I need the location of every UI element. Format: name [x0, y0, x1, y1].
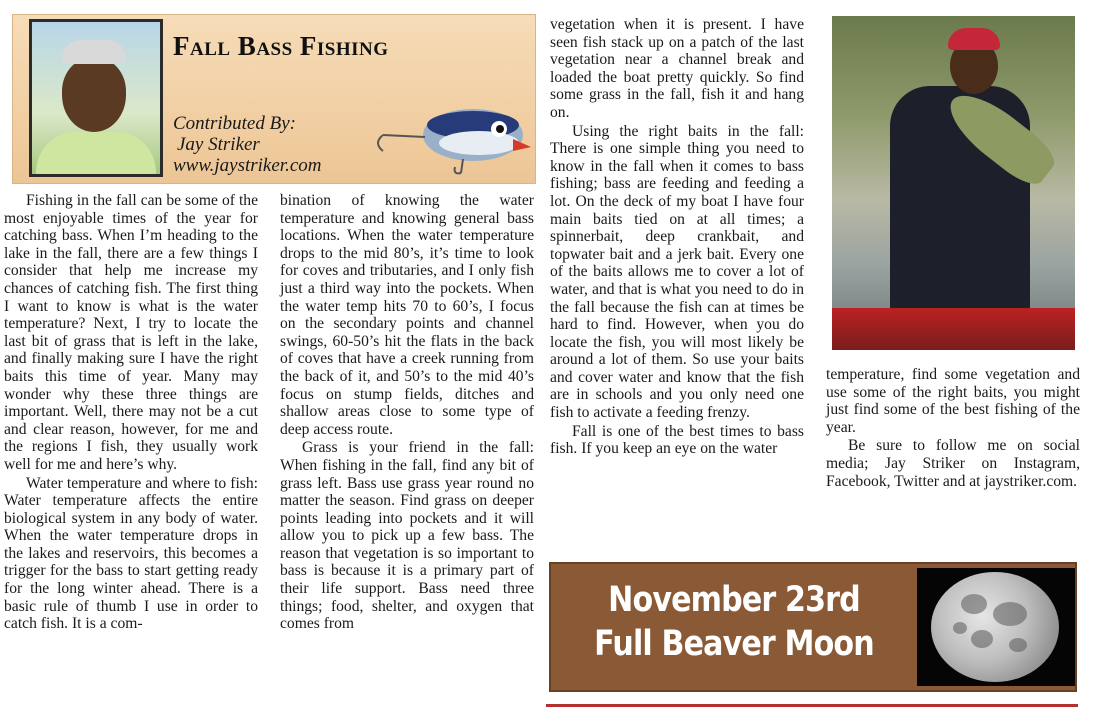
paragraph: Be sure to follow me on social media; Jay Striker on Instagram, Facebook, Twitter and at jaystriker.com. [826, 437, 1080, 490]
paragraph: Using the right baits in the fall: There is one simple thing you need to know in the fall when it comes to bass fishing; bass are feeding and feeding a lot. On the deck of my boat I have four main baits tied on at all times; a spinnerbait, deep crankbait, and topwater bait and a jerk bait. Every one of the baits allows me to cover a lot of water, and that is what you need to do in the fall because the fish can at times be hard to find. However, when you do locate the fish, you will most likely be around a lot of them. So use your baits and cover water and know that the fish are in schools and you only need one fish to activate a feeding frenzy. [550, 122, 804, 422]
full-moon-icon [931, 572, 1059, 682]
full-moon-banner [549, 562, 1077, 692]
article-column-4 [826, 366, 1080, 491]
author-portrait [29, 19, 163, 177]
moon-date: November 23rd [608, 580, 860, 620]
paragraph: Fall is one of the best times to bass fish. If you keep an eye on the water [550, 422, 804, 458]
paragraph: vegetation when it is present. I have seen fish stack up on a patch of the last vegetation near a channel break and loaded the boat pretty quickly. So find some grass in the fall, fish it and hang on. [550, 16, 804, 121]
paragraph: Fishing in the fall can be some of the most enjoyable times of the year for catching bass. When I’m heading to the lake in the fall, there are a few things I consider that help me increase my chances of catching fish. The first thing I want to know is what is the water temperature? Next, I try to locate the last bit of grass that is left in the lake, and finally making sure I have the right baits this time of year. Many may wonder why these three things are important. Well, there may not be a cut and clear reason, however, for me and the regions I fish, they usually work well for me and here’s why. [4, 192, 258, 473]
angler-with-bass-photo [832, 16, 1075, 350]
author-name: Jay Striker [177, 134, 260, 155]
article-header [12, 14, 536, 184]
article-title: Fall Bass Fishing [173, 31, 389, 61]
paragraph: Grass is your friend in the fall: When fishing in the fall, find any bit of grass left. Bass use grass year round no matter the season. Find grass on deeper points leading into pockets and it will allow you to pick up a few bass. The reason that vegetation is so important to bass is because it is a primary part of their life support. Bass need three things; food, shelter, and oxygen that comes from [280, 439, 534, 633]
author-website: www.jaystriker.com [173, 155, 322, 176]
fishing-lure-icon [363, 95, 533, 177]
article-column-3 [550, 16, 804, 459]
article-column-1 [4, 192, 258, 634]
article-column-2 [280, 192, 534, 634]
moon-banner-text [577, 578, 892, 666]
bottom-rule [546, 704, 1078, 707]
paragraph: temperature, find some vegetation and use some of the right baits, you might just find some of the best fishing of the year. [826, 366, 1080, 436]
article-byline [173, 113, 321, 176]
paragraph: Water temperature and where to fish: Water temperature affects the entire biological system in any body of water. When the water temperature drops in the lakes and reservoirs, this becomes a trigger for the bass to start getting ready for the long winter ahead. There is a basic rule of thumb I use in order to catch fish. It is a com- [4, 474, 258, 633]
contributed-by-label: Contributed By: [173, 113, 296, 134]
paragraph: bination of knowing the water temperature and knowing general bass locations. When the water temperature drops to the mid 80’s, it’s time to look for coves and tributaries, and I only fish just a third way into the pockets. When the water temp hits 70 to 60’s, I focus on the secondary points and channel swings, 60-50’s hit the flats in the back of coves that have a creek running from the back of it, and 50’s to the mid 40’s focus on stump fields, ditches and shallow areas close to some type of deep access route. [280, 192, 534, 438]
moon-image-panel [917, 568, 1075, 686]
moon-name: Full Beaver Moon [594, 624, 874, 664]
